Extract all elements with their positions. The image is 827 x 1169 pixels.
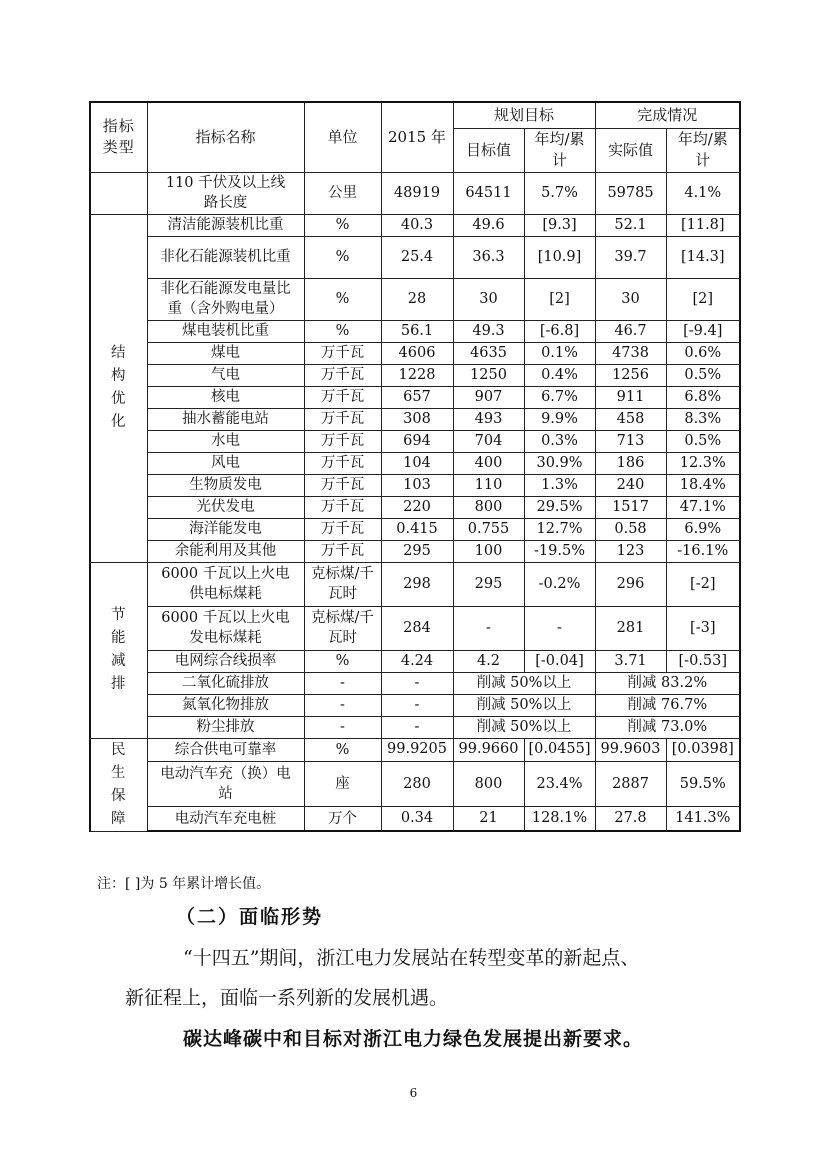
indicator-unit: 万千瓦 (304, 342, 381, 364)
value-2015: 99.9205 (381, 738, 453, 762)
category-energy: 节能减排 (90, 562, 147, 738)
actual-value: 281 (595, 606, 666, 650)
value-2015: 40.3 (381, 214, 453, 236)
actual-value: 2887 (595, 762, 666, 807)
header-actual: 实际值 (595, 128, 666, 172)
table-row (90, 716, 740, 738)
actual-rate: 0.6% (666, 342, 740, 364)
category-cell-empty (90, 172, 147, 214)
target-rate: 23.4% (524, 762, 595, 807)
indicator-name: 抽水蓄能电站 (147, 408, 304, 430)
actual-rate: 12.3% (666, 452, 740, 474)
indicator-table (89, 101, 741, 832)
indicator-unit: - (304, 694, 381, 716)
value-2015: 25.4 (381, 236, 453, 278)
target-value: 36.3 (453, 236, 524, 278)
target-rate: 9.9% (524, 408, 595, 430)
indicator-unit: % (304, 214, 381, 236)
actual-value: 30 (595, 278, 666, 320)
table-row (90, 214, 740, 236)
indicator-name: 海洋能发电 (147, 518, 304, 540)
indicator-unit: - (304, 672, 381, 694)
header-2015: 2015 年 (381, 102, 453, 172)
target-value: 99.9660 (453, 738, 524, 762)
indicator-name: 二氧化硫排放 (147, 672, 304, 694)
value-2015: 0.34 (381, 807, 453, 831)
value-2015: 28 (381, 278, 453, 320)
indicator-unit: 万千瓦 (304, 364, 381, 386)
actual-value: 713 (595, 430, 666, 452)
indicator-unit: % (304, 278, 381, 320)
target-rate: 0.1% (524, 342, 595, 364)
header-annual-plan: 年均/累计 (524, 128, 595, 172)
value-2015: 104 (381, 452, 453, 474)
indicator-unit: 克标煤/千瓦时 (304, 562, 381, 606)
actual-value: 39.7 (595, 236, 666, 278)
actual-value: 4738 (595, 342, 666, 364)
target-value: 21 (453, 807, 524, 831)
indicator-name: 生物质发电 (147, 474, 304, 496)
table-note: 注：[ ]为 5 年累计增长值。 (97, 876, 271, 892)
target-value: 800 (453, 762, 524, 807)
target-rate: 0.3% (524, 430, 595, 452)
actual-value: 123 (595, 540, 666, 562)
value-2015: 56.1 (381, 320, 453, 342)
header-target: 目标值 (453, 128, 524, 172)
target-rate: -0.2% (524, 562, 595, 606)
indicator-unit: 万千瓦 (304, 386, 381, 408)
value-2015: 4.24 (381, 650, 453, 672)
target-value: - (453, 606, 524, 650)
value-2015: - (381, 716, 453, 738)
indicator-name: 电动汽车充（换）电站 (147, 762, 304, 807)
value-2015: 220 (381, 496, 453, 518)
actual-value: 296 (595, 562, 666, 606)
actual-rate: 18.4% (666, 474, 740, 496)
paragraph-line-1: “十四五”期间，浙江电力发展站在转型变革的新起点、 (183, 947, 640, 969)
table-row (90, 540, 740, 562)
header-annual-done: 年均/累计 (666, 128, 740, 172)
indicator-unit: 万千瓦 (304, 430, 381, 452)
actual-value: 59785 (595, 172, 666, 214)
indicator-unit: % (304, 738, 381, 762)
actual-value: 458 (595, 408, 666, 430)
target-rate: 29.5% (524, 496, 595, 518)
target-rate: [-0.04] (524, 650, 595, 672)
value-2015: 298 (381, 562, 453, 606)
target-value: 1250 (453, 364, 524, 386)
value-2015: 657 (381, 386, 453, 408)
target-value: 110 (453, 474, 524, 496)
indicator-unit: 万千瓦 (304, 518, 381, 540)
target-rate: [2] (524, 278, 595, 320)
category-livelihood: 民生保障 (90, 738, 147, 831)
indicator-name: 电网综合线损率 (147, 650, 304, 672)
target-rate: 1.3% (524, 474, 595, 496)
actual-value: 99.9603 (595, 738, 666, 762)
value-2015: 0.415 (381, 518, 453, 540)
actual-value: 1517 (595, 496, 666, 518)
target-rate: 5.7% (524, 172, 595, 214)
actual-value: 1256 (595, 364, 666, 386)
table-row (90, 518, 740, 540)
paragraph-line-2: 新征程上，面临一系列新的发展机遇。 (125, 987, 449, 1009)
indicator-unit: 万千瓦 (304, 496, 381, 518)
actual-rate: [14.3] (666, 236, 740, 278)
target-rate: [0.0455] (524, 738, 595, 762)
actual-value: 3.71 (595, 650, 666, 672)
indicator-name: 非化石能源发电量比重（含外购电量） (147, 278, 304, 320)
table-row (90, 807, 740, 831)
indicator-unit: 公里 (304, 172, 381, 214)
value-2015: 4606 (381, 342, 453, 364)
indicator-unit: 万个 (304, 807, 381, 831)
target-value: 49.3 (453, 320, 524, 342)
actual-value: 186 (595, 452, 666, 474)
bold-sentence: 碳达峰碳中和目标对浙江电力绿色发展提出新要求。 (183, 1028, 644, 1050)
value-2015: 694 (381, 430, 453, 452)
target-value: 800 (453, 496, 524, 518)
target-value: 493 (453, 408, 524, 430)
actual-value: 240 (595, 474, 666, 496)
indicator-name: 煤电 (147, 342, 304, 364)
actual-rate: [-3] (666, 606, 740, 650)
indicator-name: 水电 (147, 430, 304, 452)
target-rate: 12.7% (524, 518, 595, 540)
actual-rate: [-9.4] (666, 320, 740, 342)
target-rate: [-6.8] (524, 320, 595, 342)
category-structure: 结构优化 (90, 214, 147, 562)
actual-value: 52.1 (595, 214, 666, 236)
table-row (90, 278, 740, 320)
indicator-unit: 万千瓦 (304, 474, 381, 496)
indicator-unit: 座 (304, 762, 381, 807)
indicator-name: 6000 千瓦以上火电供电标煤耗 (147, 562, 304, 606)
indicator-unit: % (304, 320, 381, 342)
actual-rate: [0.0398] (666, 738, 740, 762)
target-value: 400 (453, 452, 524, 474)
actual-value: 27.8 (595, 807, 666, 831)
actual-rate: 4.1% (666, 172, 740, 214)
value-2015: 1228 (381, 364, 453, 386)
value-2015: - (381, 672, 453, 694)
indicator-name: 煤电装机比重 (147, 320, 304, 342)
actual-value: 0.58 (595, 518, 666, 540)
table-row (90, 452, 740, 474)
value-2015: 103 (381, 474, 453, 496)
table-row (90, 430, 740, 452)
target-rate: 30.9% (524, 452, 595, 474)
indicator-name: 综合供电可靠率 (147, 738, 304, 762)
table-row (90, 408, 740, 430)
target-merged: 削减 50%以上 (453, 694, 595, 716)
target-value: 4.2 (453, 650, 524, 672)
target-value: 100 (453, 540, 524, 562)
indicator-name: 非化石能源装机比重 (147, 236, 304, 278)
header-plan: 规划目标 (453, 102, 595, 128)
actual-merged: 削减 83.2% (595, 672, 740, 694)
header-done: 完成情况 (595, 102, 740, 128)
target-value: 30 (453, 278, 524, 320)
target-rate: 128.1% (524, 807, 595, 831)
table-row (90, 474, 740, 496)
indicator-name: 气电 (147, 364, 304, 386)
target-rate: -19.5% (524, 540, 595, 562)
actual-rate: 47.1% (666, 496, 740, 518)
table-row (90, 172, 740, 214)
target-rate: [10.9] (524, 236, 595, 278)
target-value: 4635 (453, 342, 524, 364)
actual-value: 911 (595, 386, 666, 408)
actual-rate: -16.1% (666, 540, 740, 562)
indicator-unit: 万千瓦 (304, 408, 381, 430)
value-2015: 284 (381, 606, 453, 650)
target-value: 907 (453, 386, 524, 408)
target-value: 0.755 (453, 518, 524, 540)
actual-rate: 0.5% (666, 430, 740, 452)
indicator-name: 余能利用及其他 (147, 540, 304, 562)
actual-merged: 削减 76.7% (595, 694, 740, 716)
table-row (90, 762, 740, 807)
actual-rate: 8.3% (666, 408, 740, 430)
indicator-name: 粉尘排放 (147, 716, 304, 738)
indicator-unit: % (304, 236, 381, 278)
table-row (90, 738, 740, 762)
table-row (90, 236, 740, 278)
target-value: 295 (453, 562, 524, 606)
actual-rate: 6.9% (666, 518, 740, 540)
indicator-name: 核电 (147, 386, 304, 408)
table-row (90, 386, 740, 408)
actual-rate: [11.8] (666, 214, 740, 236)
target-merged: 削减 50%以上 (453, 672, 595, 694)
indicator-unit: 克标煤/千瓦时 (304, 606, 381, 650)
table-row (90, 562, 740, 606)
indicator-name: 电动汽车充电桩 (147, 807, 304, 831)
target-value: 49.6 (453, 214, 524, 236)
indicator-name: 110 千伏及以上线路长度 (147, 172, 304, 214)
target-rate: 0.4% (524, 364, 595, 386)
target-rate: [9.3] (524, 214, 595, 236)
target-value: 704 (453, 430, 524, 452)
actual-rate: 59.5% (666, 762, 740, 807)
indicator-unit: 万千瓦 (304, 452, 381, 474)
indicator-name: 光伏发电 (147, 496, 304, 518)
table-row (90, 650, 740, 672)
actual-rate: 141.3% (666, 807, 740, 831)
actual-merged: 削减 73.0% (595, 716, 740, 738)
value-2015: - (381, 694, 453, 716)
indicator-name: 清洁能源装机比重 (147, 214, 304, 236)
actual-rate: [2] (666, 278, 740, 320)
indicator-name: 氮氧化物排放 (147, 694, 304, 716)
table-row (90, 496, 740, 518)
target-rate: 6.7% (524, 386, 595, 408)
actual-value: 46.7 (595, 320, 666, 342)
value-2015: 308 (381, 408, 453, 430)
value-2015: 48919 (381, 172, 453, 214)
indicator-name: 6000 千瓦以上火电发电标煤耗 (147, 606, 304, 650)
indicator-unit: 万千瓦 (304, 540, 381, 562)
indicator-name: 风电 (147, 452, 304, 474)
target-rate: - (524, 606, 595, 650)
page-number: 6 (409, 1086, 418, 1100)
indicator-unit: - (304, 716, 381, 738)
header-unit: 单位 (304, 102, 381, 172)
table-row (90, 606, 740, 650)
table-row (90, 320, 740, 342)
actual-rate: 6.8% (666, 386, 740, 408)
actual-rate: [-0.53] (666, 650, 740, 672)
section-heading: （二）面临形势 (176, 906, 324, 928)
value-2015: 295 (381, 540, 453, 562)
indicator-unit: % (304, 650, 381, 672)
table-row (90, 342, 740, 364)
table-row (90, 672, 740, 694)
table-row (90, 364, 740, 386)
target-merged: 削减 50%以上 (453, 716, 595, 738)
table-row (90, 694, 740, 716)
actual-rate: [-2] (666, 562, 740, 606)
header-name: 指标名称 (147, 102, 304, 172)
actual-rate: 0.5% (666, 364, 740, 386)
target-value: 64511 (453, 172, 524, 214)
header-type: 指标类型 (90, 102, 147, 172)
value-2015: 280 (381, 762, 453, 807)
